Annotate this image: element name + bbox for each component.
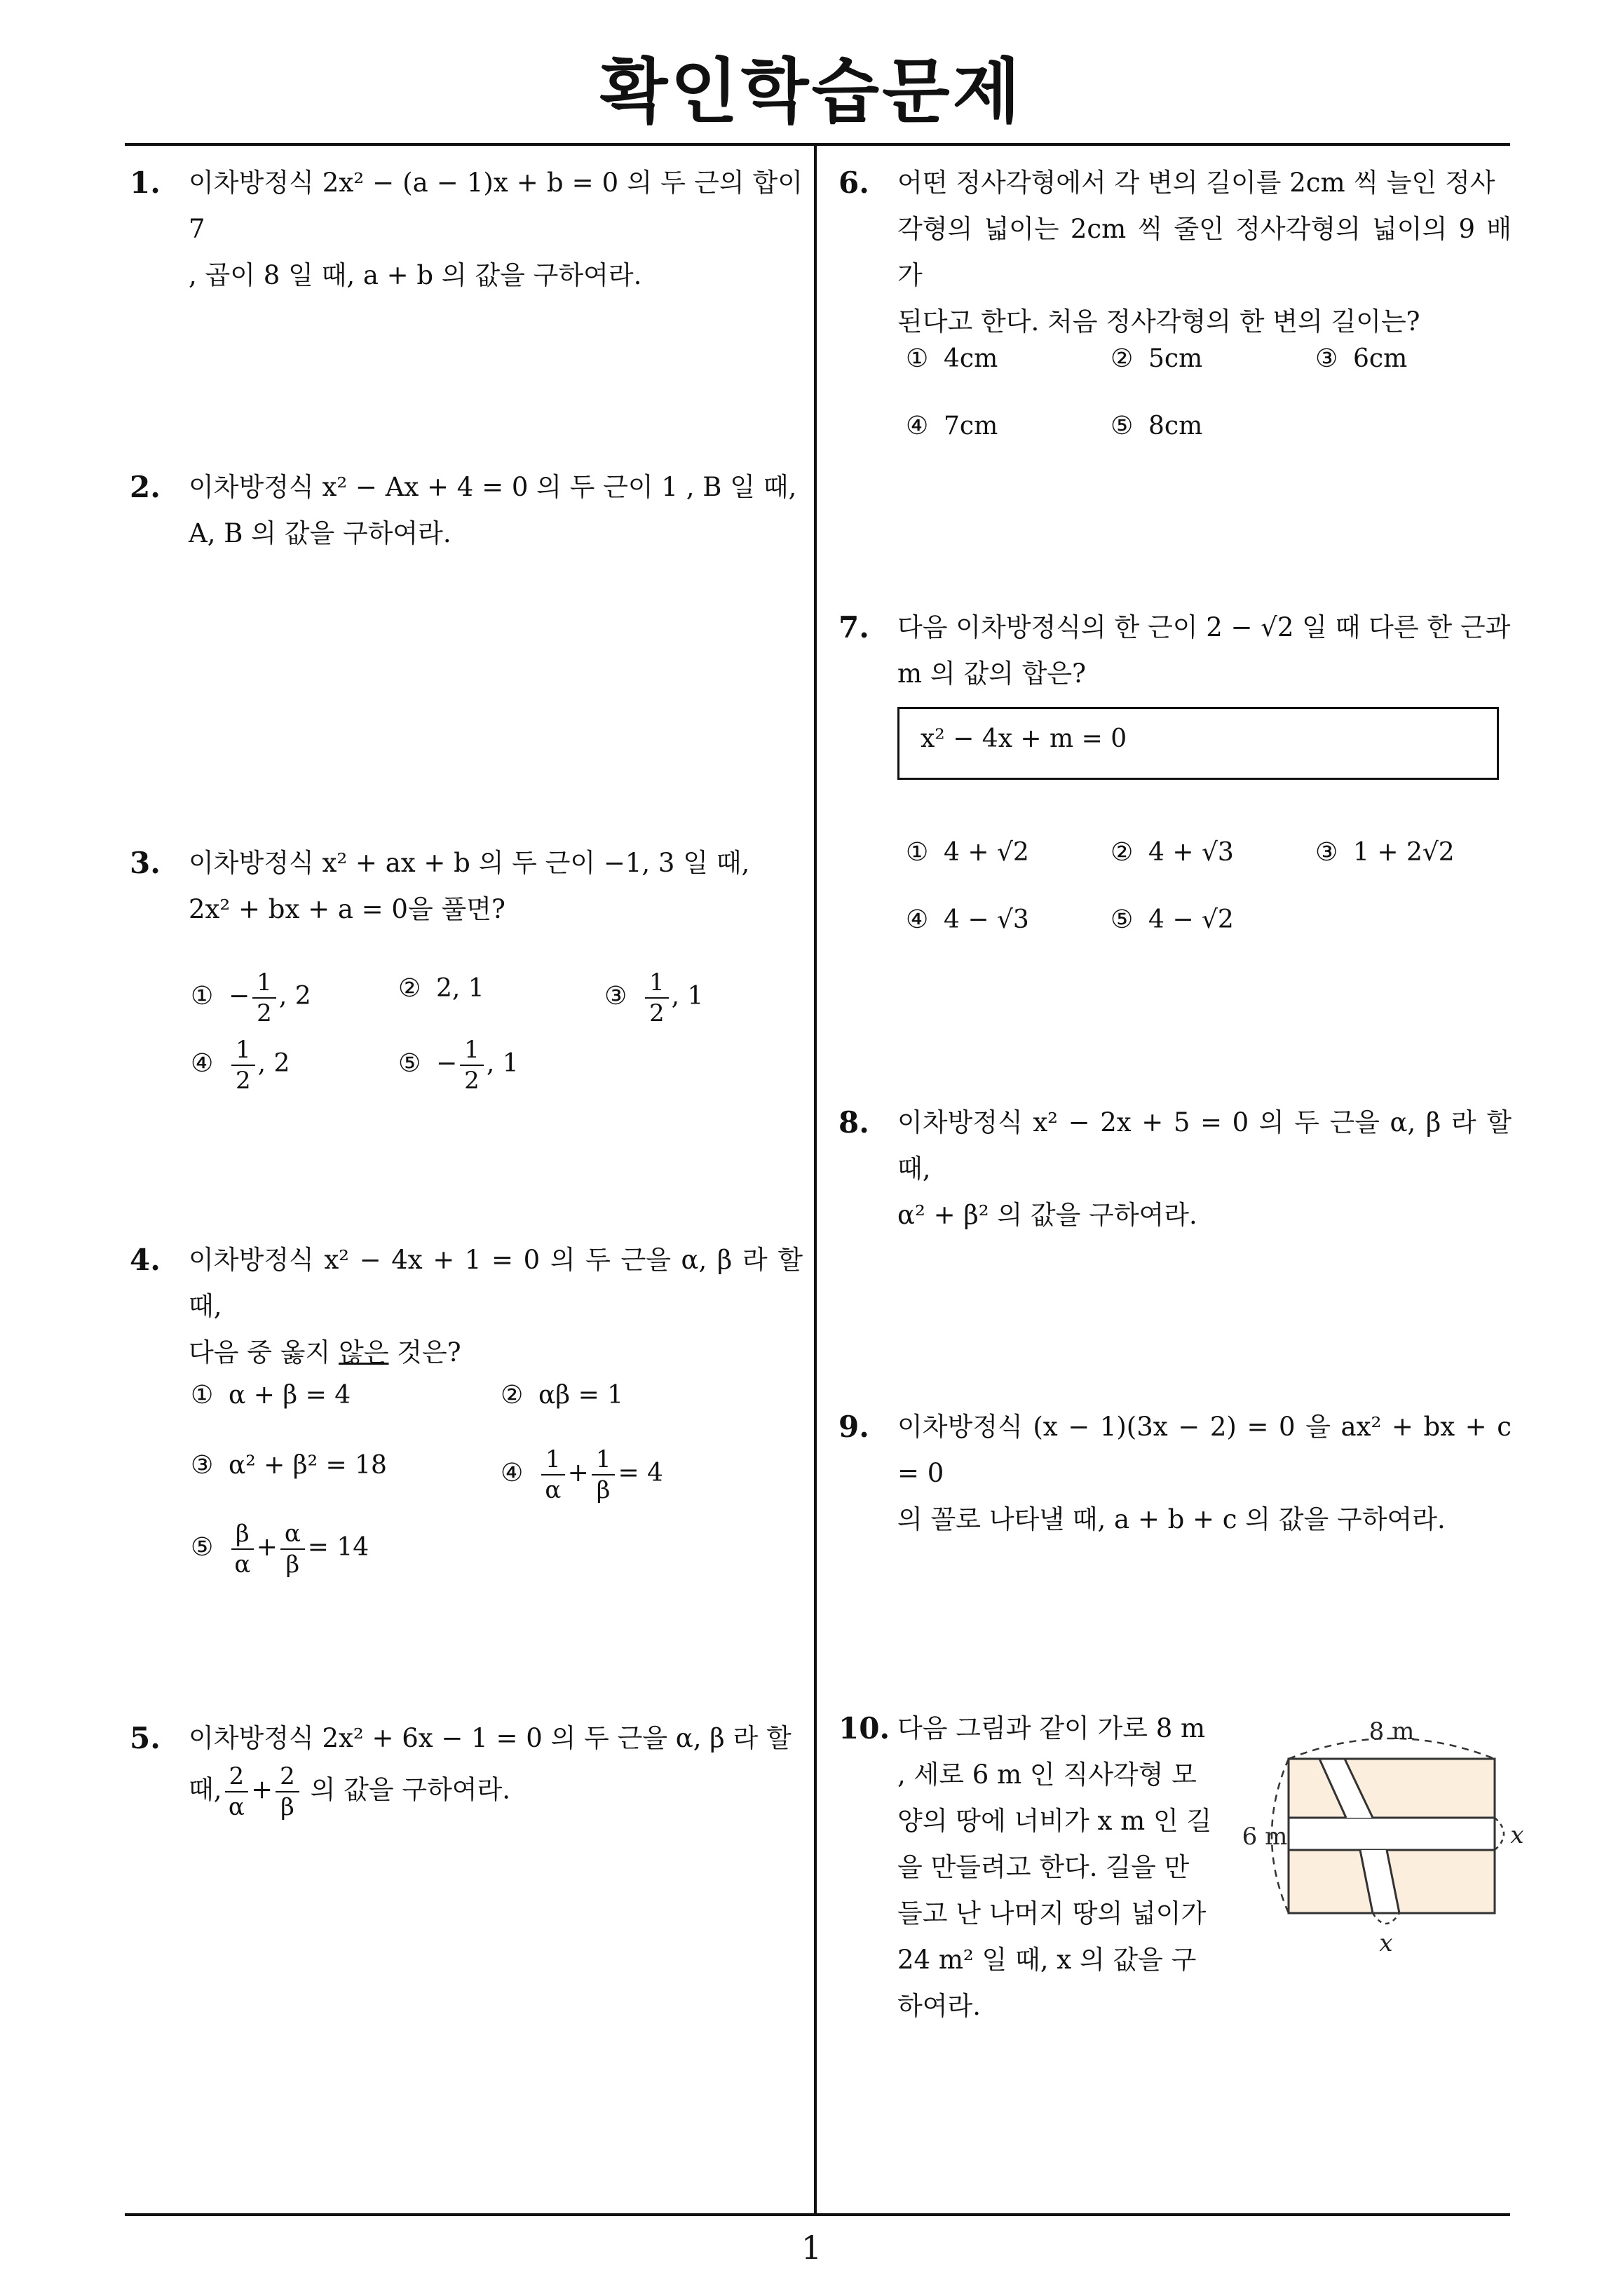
road-width-label-right: x [1510,1821,1524,1849]
choice-mark: ① [191,982,214,1011]
choice-sign: − [436,1049,458,1078]
choice-3-3[interactable] [604,968,703,1028]
fraction [541,1445,565,1505]
choice-text: α² + β² = 18 [229,1451,387,1480]
numerator: 2 [225,1762,249,1792]
choice-4-5[interactable] [191,1519,369,1579]
denominator: α [545,1476,562,1504]
choice-text: 7cm [944,412,998,440]
choice-text: 5cm [1148,344,1203,373]
choice-7-1[interactable] [906,832,1029,874]
choice-7-4[interactable] [906,899,1029,941]
land-road-figure [1234,1711,1528,1964]
choice-rest: = 4 [618,1459,663,1487]
page-title: 확인학습문제 [599,50,1024,133]
choice-mark: ③ [191,1451,214,1480]
road-width-arc-right [1495,1818,1504,1850]
choice-3-4[interactable] [191,1035,290,1095]
operator: + [251,1774,273,1805]
choice-text: 4cm [944,344,998,373]
choice-text: 4 + √3 [1148,838,1234,867]
choice-text: 4 − √3 [944,905,1029,934]
choice-mark: ③ [604,982,627,1011]
question-number: 4. [130,1243,161,1277]
equation-text: x² − 4x + m = 0 [921,724,1127,753]
numerator: 1 [645,968,669,999]
choice-mark: ① [906,838,929,867]
denominator: β [285,1551,300,1579]
choice-3-1[interactable] [191,968,311,1028]
question-2 [130,464,803,557]
question-text-line [189,1762,803,1822]
choice-7-2[interactable] [1111,832,1234,874]
choice-text: 4 + √2 [944,838,1029,867]
choice-mark: ③ [1315,344,1338,373]
choice-3-5[interactable] [398,1035,519,1095]
denominator: α [228,1793,245,1821]
denominator: β [596,1476,611,1504]
question-text-line [189,1330,803,1376]
question-9 [838,1404,1512,1543]
column-divider [814,146,817,2215]
numerator: β [231,1519,254,1550]
fraction [225,1762,249,1822]
choice-text: αβ = 1 [538,1381,624,1410]
choice-3-2[interactable] [398,968,484,1010]
question-text-line: 을 만들려고 한다. 길을 만 [897,1852,1190,1882]
question-text-line: 된다고 한다. 처음 정사각형의 한 변의 길이는? [897,306,1420,337]
choice-mark: ④ [191,1049,214,1078]
question-3 [130,840,803,933]
bottom-rule [125,2213,1510,2216]
choice-mark: ① [191,1381,214,1410]
choice-6-1[interactable] [906,338,998,380]
question-text-line: 이차방정식 (x − 1)(3x − 2) = 0 을 ax² + bx + c = 0 [897,1412,1512,1488]
road-width-arc-bottom [1373,1913,1399,1924]
numerator: 1 [231,1035,255,1066]
height-label: 6 m [1242,1823,1288,1851]
choice-text: 2, 1 [436,974,484,1003]
choice-mark: ④ [906,905,929,934]
question-10 [838,1706,1217,2030]
choice-mark: ③ [1315,838,1338,867]
underlined-word: 않은 [339,1337,389,1368]
top-rule [125,143,1510,146]
choice-6-4[interactable] [906,405,998,447]
question-8 [838,1100,1512,1238]
operator: + [256,1533,278,1562]
choice-4-3[interactable] [191,1445,387,1487]
choice-mark: ② [398,974,421,1003]
denominator: β [280,1793,294,1821]
choice-rest: = 14 [307,1533,369,1562]
question-text-line: m 의 값의 합은? [897,659,1086,689]
question-text-line: , 곱이 8 일 때, a + b 의 값을 구하여라. [189,260,642,290]
choice-text: 1 + 2√2 [1353,838,1455,867]
fraction [645,968,669,1028]
fraction [276,1762,299,1822]
question-text-line: 이차방정식 2x² − (a − 1)x + b = 0 의 두 근의 합이 7 [189,168,803,244]
question-text-line: 이차방정식 2x² + 6x − 1 = 0 의 두 근을 α, β 라 할 [189,1723,792,1753]
denominator: 2 [464,1067,480,1095]
numerator: 1 [592,1445,616,1475]
question-text-line: 이차방정식 x² − 2x + 5 = 0 의 두 근을 α, β 라 할 때, [897,1107,1512,1184]
question-text-line: 하여라. [897,1991,981,2021]
question-text-line: , 세로 6 m 인 직사각형 모 [897,1760,1197,1790]
choice-mark: ② [1111,344,1134,373]
choice-mark: ⑤ [1111,412,1134,440]
numerator: 1 [541,1445,565,1475]
choice-mark: ⑤ [398,1049,421,1078]
question-number: 1. [130,166,161,200]
question-4 [130,1237,803,1376]
numerator: 1 [252,968,276,999]
numerator: α [280,1519,305,1550]
denominator: 2 [236,1067,251,1095]
question-1 [130,160,803,299]
choice-mark: ② [1111,838,1134,867]
text-segment: 의 값을 구하여라. [310,1774,511,1805]
choice-rest: , 2 [257,1049,290,1078]
choice-text: 4 − √2 [1148,905,1234,934]
choice-rest: , 1 [486,1049,519,1078]
question-6 [838,160,1512,345]
question-text-line: α² + β² 의 값을 구하여라. [897,1200,1197,1230]
choice-6-5[interactable] [1111,405,1202,447]
question-number: 7. [838,610,869,644]
text-segment: 다음 중 옳지 [189,1337,339,1368]
text-segment: 때, [189,1774,222,1805]
choice-7-5[interactable] [1111,899,1234,941]
choice-rest: , 2 [278,982,311,1011]
fraction [592,1445,616,1505]
question-text-line: 24 m² 일 때, x 의 값을 구 [897,1945,1197,1975]
horizontal-road [1289,1818,1495,1850]
question-number: 8. [838,1105,869,1140]
question-7 [838,605,1512,697]
fraction [252,968,276,1028]
question-number: 2. [130,470,161,504]
question-5 [130,1715,803,1822]
fraction [231,1519,254,1579]
question-text-line: 각형의 넓이는 2cm 씩 줄인 정사각형의 넓이의 9 배가 [897,214,1512,290]
choice-6-2[interactable] [1111,338,1202,380]
choice-mark: ⑤ [1111,905,1134,934]
choice-7-3[interactable] [1315,832,1455,874]
choice-6-3[interactable] [1315,338,1407,380]
question-text-line: 어떤 정사각형에서 각 변의 길이를 2cm 씩 늘인 정사 [897,168,1495,198]
denominator: α [234,1551,251,1579]
denominator: 2 [649,999,665,1027]
choice-mark: ⑤ [191,1533,214,1562]
question-text-line: 들고 난 나머지 땅의 넓이가 [897,1898,1207,1929]
question-text-line: 다음 그림과 같이 가로 8 m [897,1713,1206,1743]
choice-4-2[interactable] [501,1375,623,1417]
width-label: 8 m [1369,1717,1415,1745]
fraction [231,1035,255,1095]
operator: + [567,1459,589,1487]
choice-4-4[interactable] [501,1445,663,1505]
choice-rest: , 1 [671,982,704,1011]
question-text-line: 양의 땅에 너비가 x m 인 길 [897,1806,1212,1836]
choice-sign: − [229,982,250,1011]
question-number: 3. [130,846,161,880]
question-text-line: 2x² + bx + a = 0을 풀면? [189,894,505,924]
question-text-line: 의 꼴로 나타낼 때, a + b + c 의 값을 구하여라. [897,1504,1446,1534]
question-number: 6. [838,166,869,200]
question-number: 5. [130,1721,161,1755]
numerator: 1 [460,1035,484,1066]
choice-mark: ④ [906,412,929,440]
question-text-line: 이차방정식 x² + ax + b 의 두 근이 −1, 3 일 때, [189,848,750,878]
fraction [280,1519,305,1579]
choice-text: 6cm [1353,344,1408,373]
text-segment: 것은? [388,1337,461,1368]
choice-text: α + β = 4 [229,1381,351,1410]
choice-4-1[interactable] [191,1375,351,1417]
choice-mark: ① [906,344,929,373]
question-text-line: 다음 이차방정식의 한 근이 2 − √2 일 때 다른 한 근과 [897,612,1511,642]
choice-text: 8cm [1148,412,1203,440]
question-number: 9. [838,1410,869,1444]
road-width-label-bottom: x [1379,1929,1393,1957]
question-number: 10. [838,1711,890,1745]
choice-mark: ② [501,1381,524,1410]
question-text-line: A, B 의 값을 구하여라. [189,518,451,548]
choice-mark: ④ [501,1459,524,1487]
denominator: 2 [257,999,272,1027]
numerator: 2 [276,1762,299,1792]
page-number: 1 [801,2229,822,2267]
question-text-line: 이차방정식 x² − Ax + 4 = 0 의 두 근이 1 , B 일 때, [189,472,797,502]
equation-box [897,707,1499,780]
question-text-line: 이차방정식 x² − 4x + 1 = 0 의 두 근을 α, β 라 할 때, [189,1245,803,1321]
fraction [460,1035,484,1095]
